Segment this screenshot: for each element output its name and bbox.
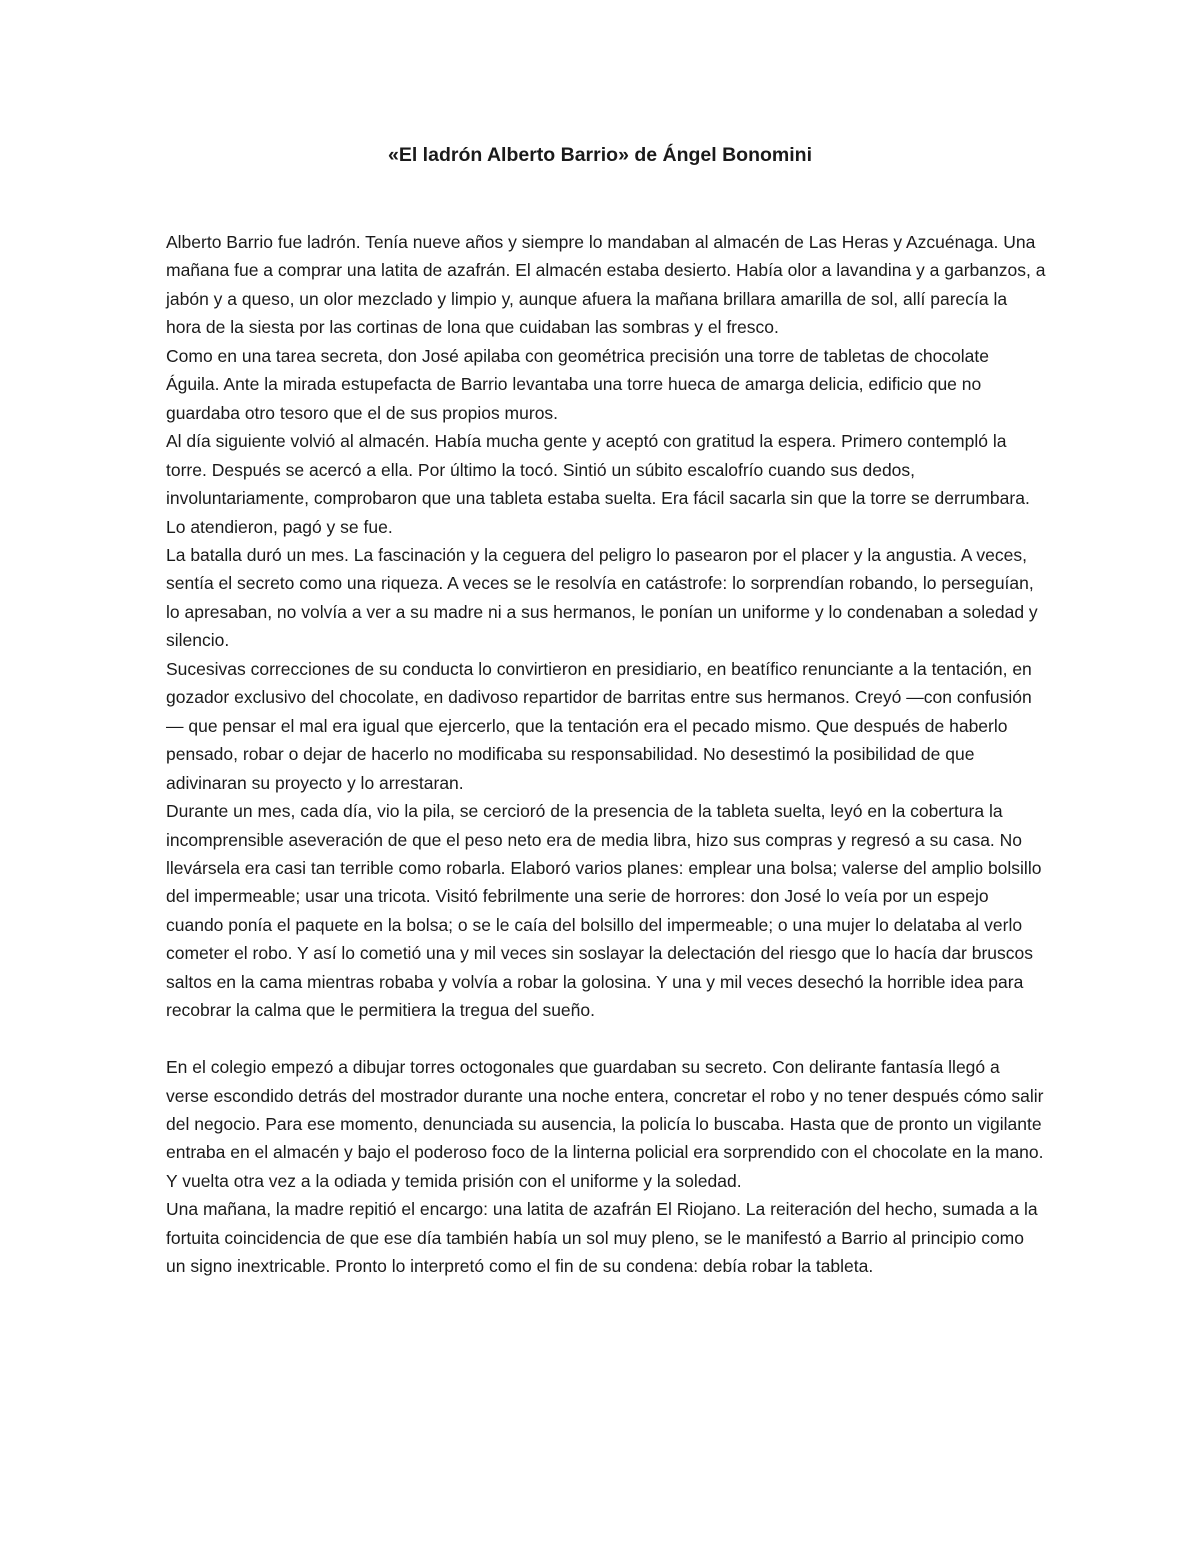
paragraph-1: Alberto Barrio fue ladrón. Tenía nueve años y siempre lo mandaban al almacén de Las Heras y Azcuénaga. Una mañana fue a comprar una latita de azafrán. El almacén estaba desierto. Había olor a lavandina y a garbanzos, a jabón y a queso, un olor mezclado y limpio y, aunque afuera la mañana brillara amarilla de sol, allí parecía la hora de la siesta por las cortinas de lona que cuidaban las sombras y el fresco.: [166, 232, 1046, 338]
paragraph-6: Durante un mes, cada día, vio la pila, se cercioró de la presencia de la tableta suelta, leyó en la cobertura la incomprensible aseveración de que el peso neto era de media libra, hizo sus compras y regresó a su casa. No llevársela era casi tan terrible como robarla. Elaboró varios planes: emplear una bolsa; valerse del amplio bolsillo del impermeable; usar una tricota. Visitó febrilmente una serie de horrores: don José lo veía por un espejo cuando ponía el paquete en la bolsa; o se le caía del bolsillo del impermeable; o una mujer lo delataba al verlo cometer el robo. Y así lo cometió una y mil veces sin soslayar la delectación del riesgo que lo hacía dar bruscos saltos en la cama mientras robaba y volvía a robar la golosina. Y una y mil veces desechó la horrible idea para recobrar la calma que le permitiera la tregua del sueño.: [166, 801, 1042, 1021]
document-body: [166, 228, 1046, 1281]
paragraph-5: Sucesivas correcciones de su conducta lo convirtieron en presidiario, en beatífico renunciante a la tentación, en gozador exclusivo del chocolate, en dadivoso repartidor de barritas entre sus hermanos. Creyó —con confusión— que pensar el mal era igual que ejercerlo, que la tentación era el pecado mismo. Que después de haberlo pensado, robar o dejar de hacerlo no modificaba su responsabilidad. No desestimó la posibilidad de que adivinaran su proyecto y lo arrestaran.: [166, 658, 1032, 793]
paragraph-8: Una mañana, la madre repitió el encargo: una latita de azafrán El Riojano. La reiteración del hecho, sumada a la fortuita coincidencia de que ese día también había un sol muy pleno, se le manifestó a Barrio al principio como un signo inextricable. Pronto lo interpretó como el fin de su condena: debía robar la tableta.: [166, 1199, 1038, 1277]
paragraph-3: Al día siguiente volvió al almacén. Había mucha gente y aceptó con gratitud la espera. Primero contempló la torre. Después se acercó a ella. Por último la tocó. Sintió un súbito escalofrío cuando sus dedos, involuntariamente, comprobaron que una tableta estaba suelta. Era fácil sacarla sin que la torre se derrumbara. Lo atendieron, pagó y se fue.: [166, 431, 1030, 537]
paragraph-4: La batalla duró un mes. La fascinación y la ceguera del peligro lo pasearon por el placer y la angustia. A veces, sentía el secreto como una riqueza. A veces se le resolvía en catástrofe: lo sorprendían robando, lo perseguían, lo apresaban, no volvía a ver a su madre ni a sus hermanos, le ponían un uniforme y lo condenaban a soledad y silencio.: [166, 544, 1038, 651]
document-title: «El ladrón Alberto Barrio» de Ángel Bonomini: [388, 144, 812, 166]
paragraph-2: Como en una tarea secreta, don José apilaba con geométrica precisión una torre de tabletas de chocolate Águila. Ante la mirada estupefacta de Barrio levantaba una torre hueca de amarga delicia, edificio que no guardaba otro tesoro que el de sus propios muros.: [166, 345, 990, 423]
paragraph-7: En el colegio empezó a dibujar torres octogonales que guardaban su secreto. Con delirante fantasía llegó a verse escondido detrás del mostrador durante una noche entera, concretar el robo y no tener después cómo salir del negocio. Para ese momento, denunciada su ausencia, la policía lo buscaba. Hasta que de pronto un vigilante entraba en el almacén y bajo el poderoso foco de la linterna policial era sorprendido con el chocolate en la mano. Y vuelta otra vez a la odiada y temida prisión con el uniforme y la soledad.: [166, 1057, 1044, 1191]
